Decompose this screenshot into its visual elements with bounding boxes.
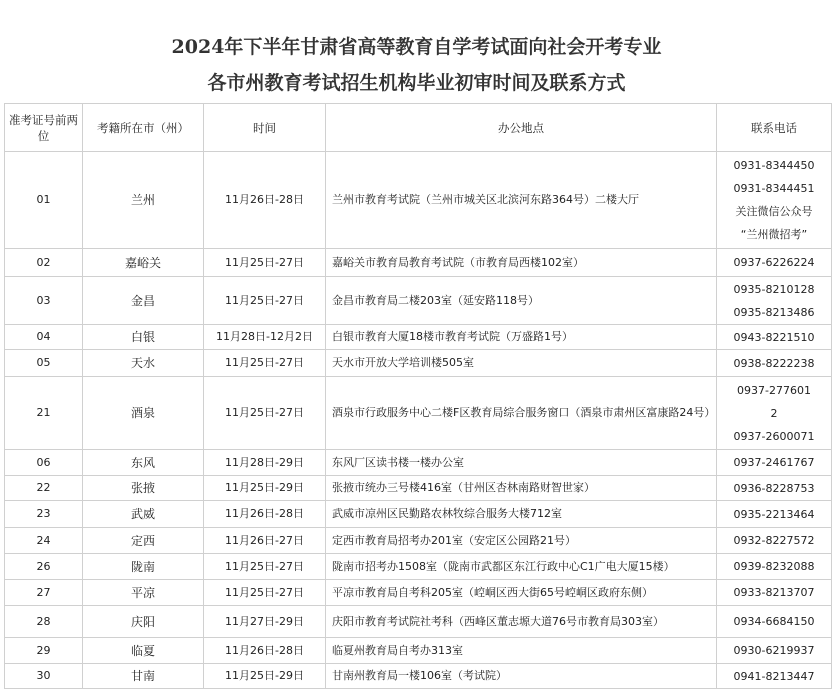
cell-time: 11月25日-27日 [204,580,326,606]
phone-line: 0937-2600071 [733,429,815,443]
phone-line: 0935-8213486 [733,305,815,319]
phone-line: 0937-277601 [737,383,811,397]
cell-code: 01 [5,152,83,249]
cell-phone [717,664,832,689]
phone-line: 2 [770,406,778,420]
schedule-table [4,103,832,689]
phone-line: 0937-2461767 [733,456,815,469]
cell-city: 东风 [83,450,204,476]
page-title-line2: 各市州教育考试招生机构毕业初审时间及联系方式 [207,72,626,94]
cell-address: 陇南市招考办1508室（陇南市武都区东江行政中心C1广电大厦15楼） [326,554,717,580]
table-row [5,606,832,638]
phone-line: 0935-8210128 [733,282,815,296]
table-row [5,350,832,377]
cell-time: 11月26日-28日 [204,501,326,528]
table-row [5,638,832,664]
cell-code: 04 [5,325,83,350]
phone-line: 0934-6684150 [733,615,815,628]
cell-time: 11月25日-27日 [204,554,326,580]
cell-address: 张掖市统办三号楼416室（甘州区杏林南路财智世家） [326,476,717,501]
table-row [5,528,832,554]
cell-address: 庆阳市教育考试院社考科（西峰区董志塬大道76号市教育局303室） [326,606,717,638]
cell-time: 11月26日-28日 [204,152,326,249]
cell-code: 05 [5,350,83,377]
phone-line: 0933-8213707 [733,586,815,599]
phone-line: 0931-8344451 [733,182,815,195]
cell-code: 03 [5,277,83,325]
cell-phone [717,350,832,377]
cell-time: 11月26日-27日 [204,528,326,554]
cell-city: 天水 [83,350,204,377]
cell-time: 11月26日-28日 [204,638,326,664]
phone-line: 0941-8213447 [733,669,815,683]
cell-city: 陇南 [83,554,204,580]
cell-phone [717,638,832,664]
cell-code: 24 [5,528,83,554]
phone-line: 0939-8232088 [733,560,815,573]
table-row [5,476,832,501]
cell-time: 11月28日-29日 [204,450,326,476]
cell-time: 11月25日-27日 [204,350,326,377]
cell-address: 金昌市教育局二楼203室（延安路118号） [326,277,717,325]
cell-address: 临夏州教育局自考办313室 [326,638,717,664]
cell-city: 白银 [83,325,204,350]
phone-line: 0931-8344450 [733,159,815,172]
table-header-row [5,104,832,152]
table-row [5,554,832,580]
cell-phone [717,450,832,476]
phone-line: 0932-8227572 [733,534,815,547]
header-phone: 联系电话 [717,104,832,152]
table-row [5,325,832,350]
cell-phone [717,554,832,580]
cell-address: 兰州市教育考试院（兰州市城关区北滨河东路364号）二楼大厅 [326,152,717,249]
cell-code: 21 [5,377,83,450]
cell-address: 定西市教育局招考办201室（安定区公园路21号） [326,528,717,554]
cell-city: 张掖 [83,476,204,501]
cell-code: 02 [5,249,83,277]
cell-address: 平凉市教育局自考科205室（崆峒区西大街65号崆峒区政府东侧） [326,580,717,606]
phone-line: 0938-8222238 [733,356,815,370]
cell-city: 平凉 [83,580,204,606]
cell-code: 06 [5,450,83,476]
cell-address: 天水市开放大学培训楼505室 [326,350,717,377]
cell-phone [717,528,832,554]
phone-line: “兰州微招考” [740,228,808,241]
cell-city: 武威 [83,501,204,528]
cell-time: 11月25日-29日 [204,664,326,689]
phone-line: 0937-6226224 [733,256,815,269]
page-title-line1: 2024年下半年甘肃省高等教育自学考试面向社会开考专业 [171,36,662,58]
cell-city: 定西 [83,528,204,554]
cell-phone [717,249,832,277]
cell-city: 临夏 [83,638,204,664]
cell-time: 11月25日-27日 [204,249,326,277]
table-row [5,580,832,606]
table-row [5,377,832,450]
table-row [5,152,832,249]
cell-time: 11月27日-29日 [204,606,326,638]
table-row [5,249,832,277]
table-row [5,450,832,476]
cell-phone [717,325,832,350]
cell-city: 金昌 [83,277,204,325]
cell-phone [717,606,832,638]
cell-time: 11月25日-29日 [204,476,326,501]
cell-code: 22 [5,476,83,501]
phone-line: 0936-8228753 [733,481,815,495]
cell-city: 嘉峪关 [83,249,204,277]
cell-city: 庆阳 [83,606,204,638]
cell-time: 11月25日-27日 [204,277,326,325]
header-time: 时间 [204,104,326,152]
table-row [5,501,832,528]
cell-phone [717,377,832,450]
table-body [5,152,832,689]
header-address: 办公地点 [326,104,717,152]
cell-phone [717,476,832,501]
cell-address: 甘南州教育局一楼106室（考试院） [326,664,717,689]
cell-city: 兰州 [83,152,204,249]
cell-address: 白银市教育大厦18楼市教育考试院（万盛路1号） [326,325,717,350]
phone-line: 关注微信公众号 [735,205,813,218]
cell-code: 26 [5,554,83,580]
cell-code: 30 [5,664,83,689]
cell-city: 甘南 [83,664,204,689]
cell-code: 29 [5,638,83,664]
cell-time: 11月25日-27日 [204,377,326,450]
cell-city: 酒泉 [83,377,204,450]
phone-line: 0930-6219937 [733,644,815,657]
cell-phone [717,501,832,528]
header-code: 准考证号前两位 [5,104,83,152]
cell-address: 酒泉市行政服务中心二楼F区教育局综合服务窗口（酒泉市肃州区富康路24号） [326,377,717,450]
cell-address: 武威市凉州区民勤路农林牧综合服务大楼712室 [326,501,717,528]
table-row [5,277,832,325]
phone-line: 0935-2213464 [733,507,815,521]
cell-phone [717,580,832,606]
header-city: 考籍所在市（州） [83,104,204,152]
cell-address: 嘉峪关市教育局教育考试院（市教育局西楼102室） [326,249,717,277]
cell-code: 23 [5,501,83,528]
cell-phone [717,277,832,325]
table-row [5,664,832,689]
cell-phone [717,152,832,249]
phone-line: 0943-8221510 [733,330,815,344]
cell-code: 27 [5,580,83,606]
cell-address: 东风厂区读书楼一楼办公室 [326,450,717,476]
cell-time: 11月28日-12月2日 [204,325,326,350]
cell-code: 28 [5,606,83,638]
